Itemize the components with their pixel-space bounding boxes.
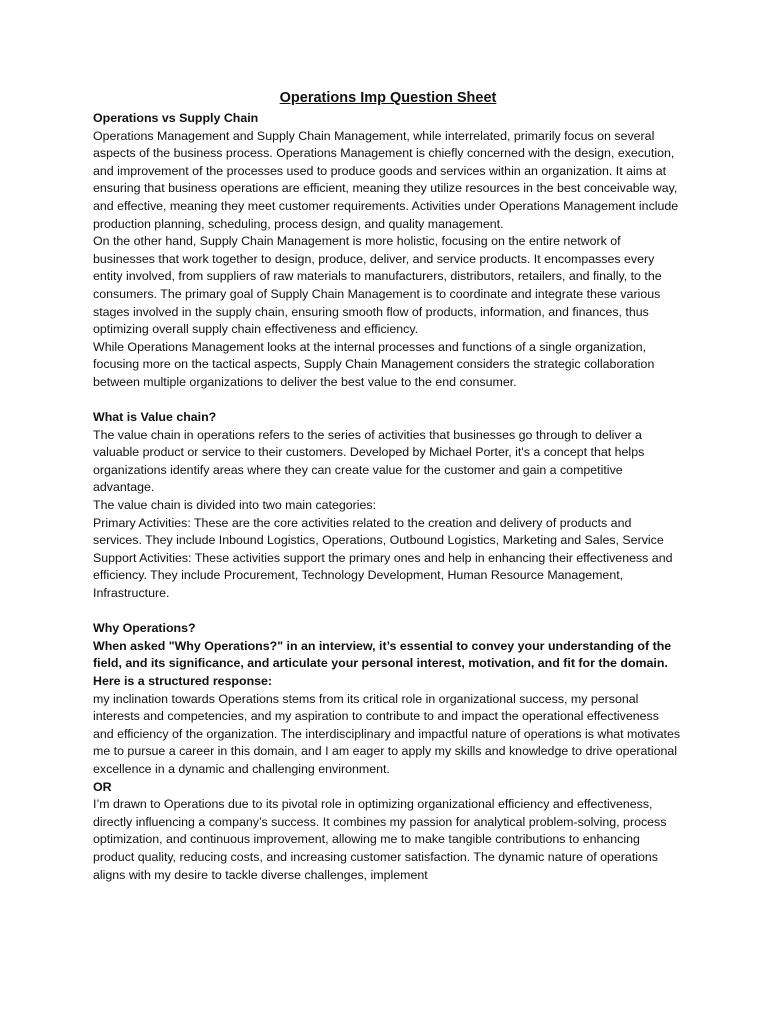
- paragraph: While Operations Management looks at the internal processes and functions of a single organization, focusing more on the tactical aspects, Supply Chain Management considers the strategic collaboration between multiple organizations to deliver the best value to the end consumer.: [93, 339, 655, 389]
- paragraph: Primary Activities: These are the core activities related to the creation and delivery of products and services. They include Inbound Logistics, Operations, Outbound Logistics, Marketing and Sales, Service: [93, 515, 664, 548]
- bold-intro-paragraph: When asked "Why Operations?" in an interview, it’s essential to convey your understanding of the field, and its significance, and articulate your personal interest, motivation, and fit for the domain. Here is a structured response:: [93, 638, 672, 688]
- paragraph: The value chain in operations refers to the series of activities that businesses go through to deliver a valuable product or service to their customers. Developed by Michael Porter, it's a concept that helps organizations identify areas where they can create value for the customer and gain a competitive advantage.: [93, 427, 645, 495]
- section-heading: What is Value chain?: [93, 410, 217, 425]
- section-operations-vs-supply-chain: [93, 110, 683, 392]
- paragraph: Support Activities: These activities support the primary ones and help in enhancing their effectiveness and efficiency. They include Procurement, Technology Development, Human Resource Management, Infrastructure.: [93, 550, 673, 601]
- section-heading: Operations vs Supply Chain: [93, 111, 259, 125]
- section-value-chain: [93, 409, 683, 603]
- paragraph: The value chain is divided into two main categories:: [93, 498, 377, 513]
- or-separator: OR: [93, 779, 112, 794]
- section-why-operations: [93, 620, 683, 884]
- answer-paragraph: I’m drawn to Operations due to its pivotal role in optimizing organizational efficiency and effectiveness, directly influencing a company’s success. It combines my passion for analytical problem-solving, process optimization, and continuous improvement, allowing me to make tangible contributions to enhancing product quality, reducing costs, and increasing customer satisfaction. The dynamic nature of operations aligns with my desire to tackle diverse challenges, implement: [93, 797, 667, 882]
- answer-paragraph: my inclination towards Operations stems from its critical role in organizational success, my personal interests and competencies, and my aspiration to contribute to and impact the operational effectiveness and efficiency of the organization. The interdisciplinary and impactful nature of operations is what motivates me to pursue a career in this domain, and I am eager to apply my skills and knowledge to drive operational excellence in a dynamic and challenging environment.: [93, 691, 681, 776]
- spacer: [93, 392, 683, 410]
- section-heading: Why Operations?: [93, 621, 196, 636]
- document-page: [93, 88, 683, 884]
- paragraph: On the other hand, Supply Chain Management is more holistic, focusing on the entire network of businesses that work together to design, produce, deliver, and service products. It encompasses every entity involved, from suppliers of raw materials to manufacturers, distributors, retailers, and finally, to the consumers. The primary goal of Supply Chain Management is to coordinate and integrate these various stages involved in the supply chain, ensuring smooth flow of products, information, and finances, thus optimizing overall supply chain effectiveness and efficiency.: [93, 234, 662, 337]
- spacer: [93, 603, 683, 621]
- paragraph: Operations Management and Supply Chain Management, while interrelated, primarily focus on several aspects of the business process. Operations Management is chiefly concerned with the design, execution, and improvement of the processes used to produce goods and services within an organization. It aims at ensuring that business operations are efficient, meaning they utilize resources in the best conceivable way, and effective, meaning they meet customer requirements. Activities under Operations Management include production planning, scheduling, process design, and quality management.: [93, 128, 679, 231]
- document-title: Operations Imp Question Sheet: [279, 90, 497, 106]
